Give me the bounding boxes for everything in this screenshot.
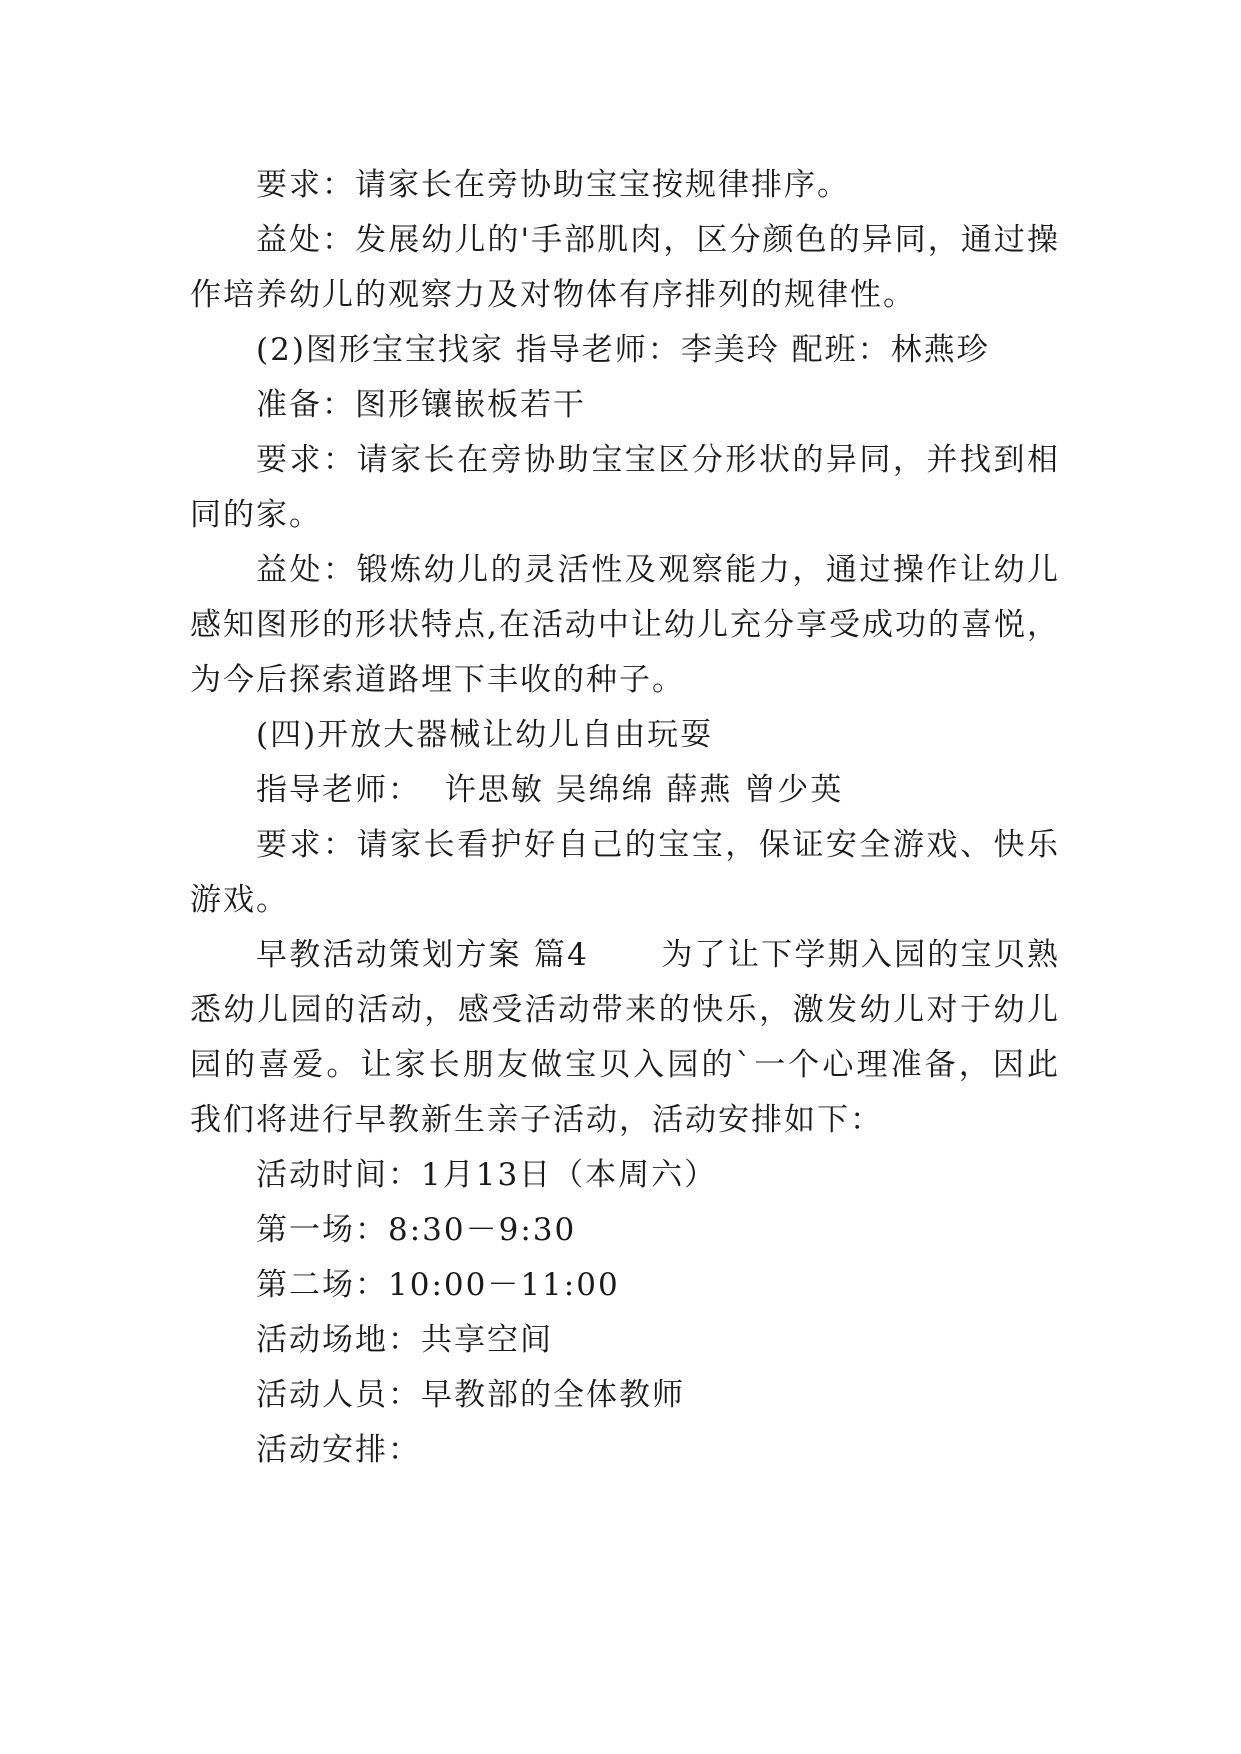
document-body bbox=[190, 158, 1060, 1478]
paragraph-activity-schedule: 活动安排： bbox=[256, 1432, 421, 1468]
paragraph-plan-four-intro: 早教活动策划方案 篇4 为了让下学期入园的宝贝熟悉幼儿园的活动，感受活动带来的快乐，激发幼儿对于幼儿园的喜爱。让家长朋友做宝贝入园的`一个心理准备，因此我们将进行早教新生亲子活动，活动安排如下： bbox=[190, 937, 1060, 1138]
paragraph-preparation: 准备：图形镶嵌板若干 bbox=[256, 387, 586, 423]
paragraph-activity-venue: 活动场地：共享空间 bbox=[256, 1322, 553, 1358]
paragraph-session-two: 第二场：10:00－11:00 bbox=[256, 1267, 620, 1303]
paragraph-activity-time: 活动时间：1月13日（本周六） bbox=[256, 1157, 718, 1193]
paragraph-requirement-sort: 要求：请家长在旁协助宝宝按规律排序。 bbox=[256, 167, 850, 203]
paragraph-section-four-title: (四)开放大器械让幼儿自由玩耍 bbox=[256, 717, 714, 753]
paragraph-session-one: 第一场：8:30－9:30 bbox=[256, 1212, 577, 1248]
paragraph-requirement-safety: 要求：请家长看护好自己的宝宝，保证安全游戏、快乐游戏。 bbox=[190, 827, 1060, 918]
paragraph-activity-staff: 活动人员：早教部的全体教师 bbox=[256, 1377, 685, 1413]
paragraph-shape-game-title: (2)图形宝宝找家 指导老师：李美玲 配班：林燕珍 bbox=[256, 332, 990, 368]
paragraph-requirement-shapes: 要求：请家长在旁协助宝宝区分形状的异同，并找到相同的家。 bbox=[190, 442, 1060, 533]
paragraph-benefit-flexibility: 益处：锻炼幼儿的灵活性及观察能力，通过操作让幼儿感知图形的形状特点,在活动中让幼儿充分享受成功的喜悦，为今后探索道路埋下丰收的种子。 bbox=[190, 552, 1060, 698]
paragraph-instructors: 指导老师： 许思敏 吴绵绵 薛燕 曾少英 bbox=[256, 772, 844, 808]
paragraph-benefit-hand-muscle: 益处：发展幼儿的'手部肌肉，区分颜色的异同，通过操作培养幼儿的观察力及对物体有序排列的规律性。 bbox=[190, 222, 1060, 313]
